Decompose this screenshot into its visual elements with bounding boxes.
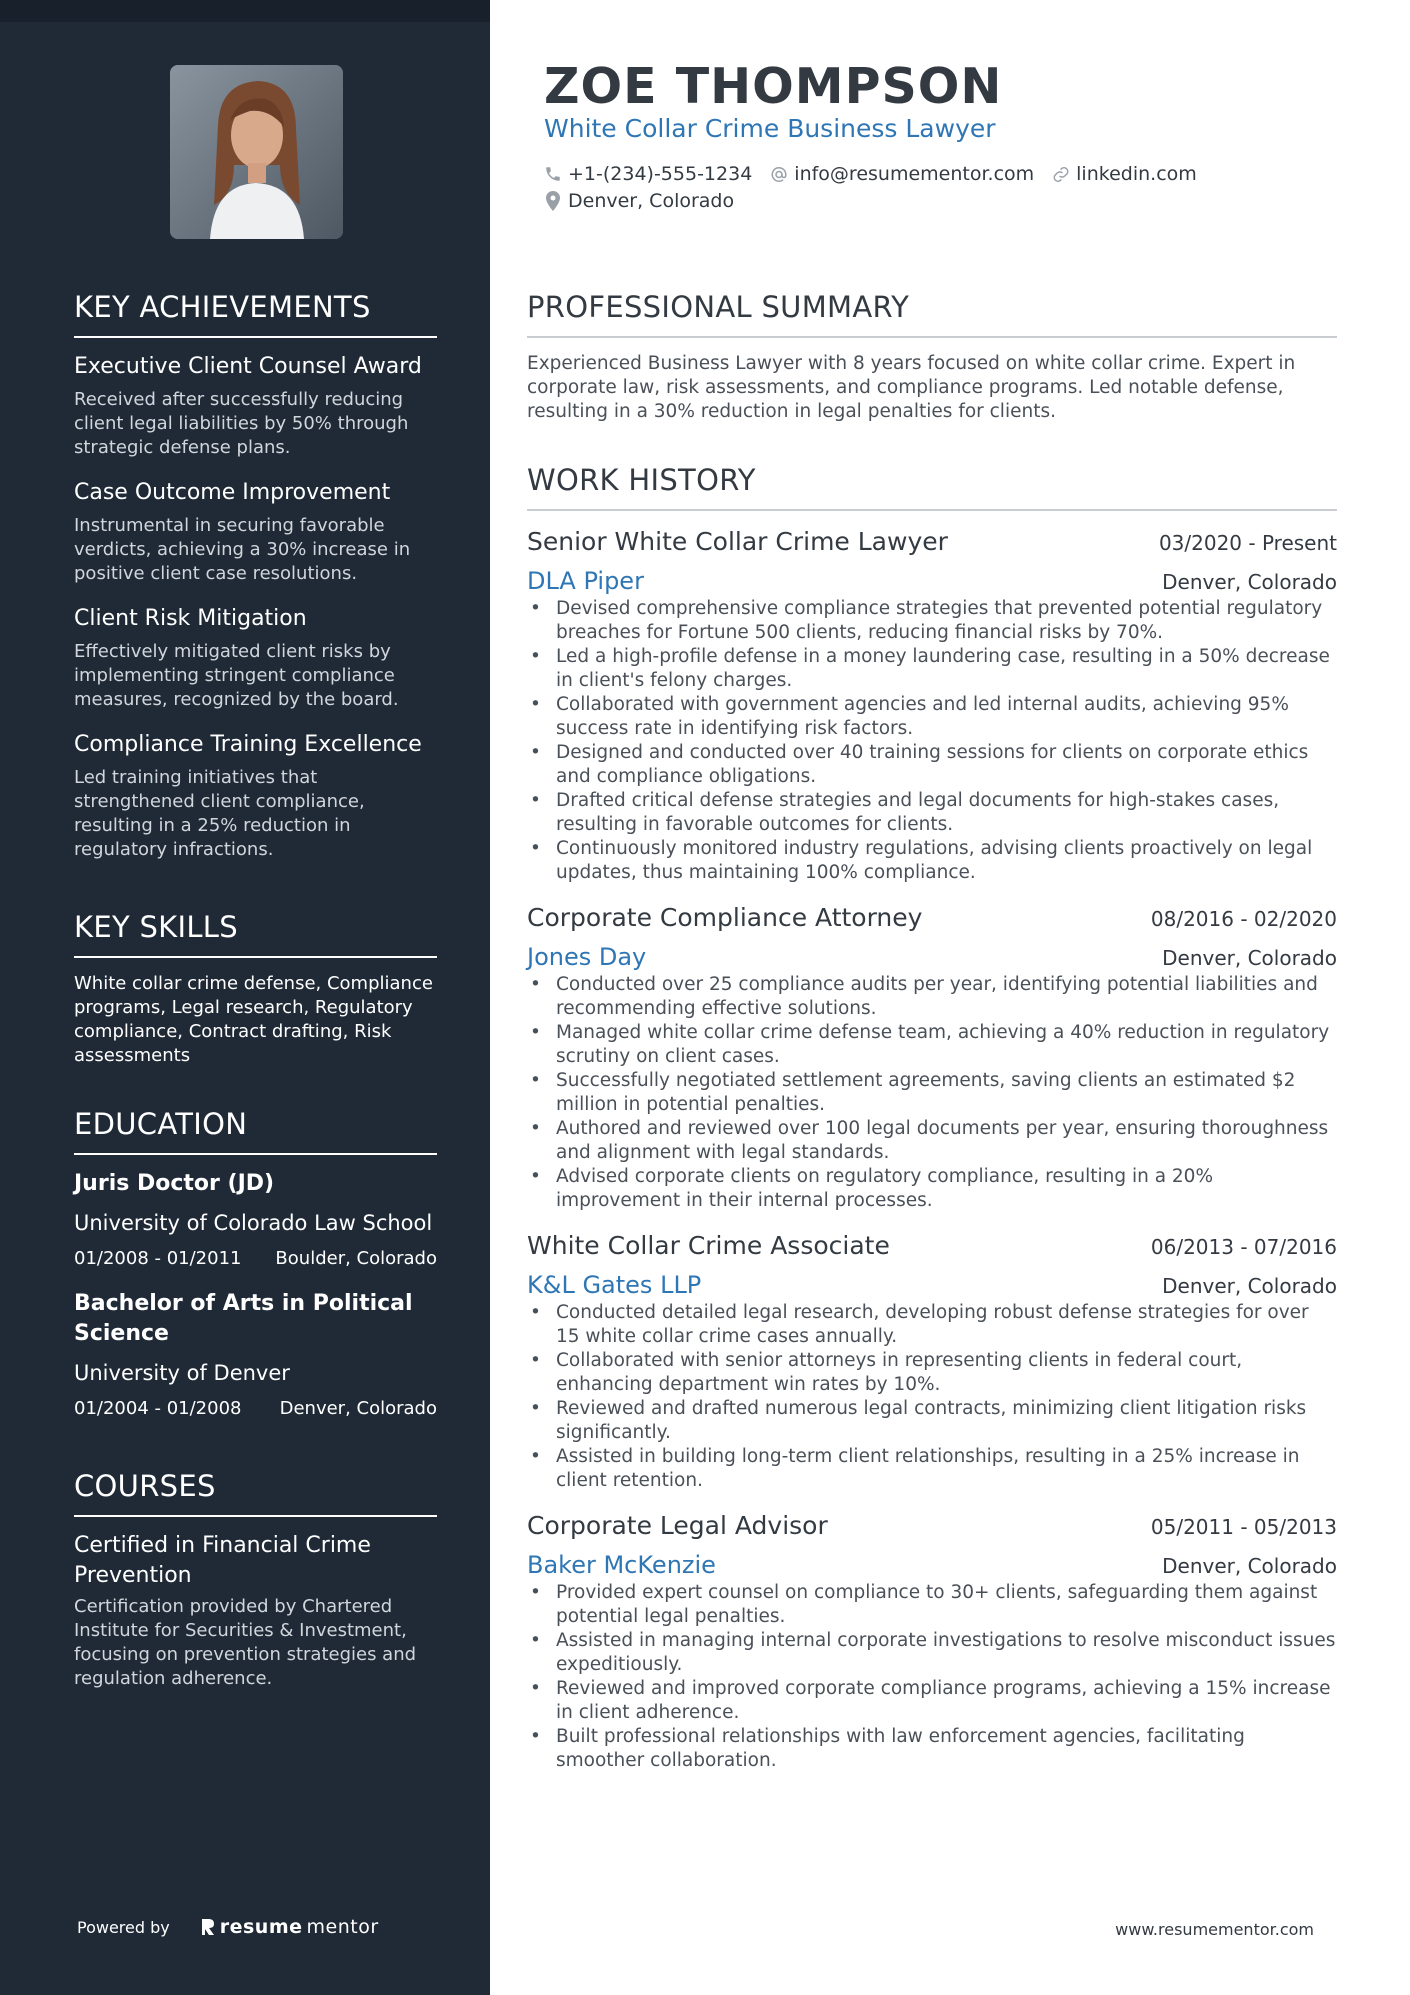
achievement-title: Executive Client Counsel Award [74, 354, 422, 379]
key-skills-heading: KEY SKILLS [74, 910, 437, 958]
achievement-text: Effectively mitigated client risks by implementing stringent compliance measures, recognized by the board. [74, 641, 399, 710]
job-bullet: • Reviewed and improved corporate compliance programs, achieving a 15% increase in client adherence. [527, 1677, 1337, 1725]
job-title: Corporate Legal Advisor [527, 1511, 828, 1540]
job-bullet: • Advised corporate clients on regulatory compliance, resulting in a 20% improvement in their internal processes. [527, 1165, 1337, 1213]
job-bullets [527, 973, 1337, 1213]
course-item [74, 1531, 437, 1691]
education-school: University of Denver [74, 1361, 290, 1385]
education-item [74, 1169, 437, 1271]
job-title: Senior White Collar Crime Lawyer [527, 527, 948, 556]
contact-email[interactable] [770, 163, 1034, 185]
key-achievements-section [74, 290, 437, 880]
education-section [74, 1107, 437, 1439]
education-degree: Juris Doctor (JD) [74, 1171, 275, 1196]
work-history-section [527, 463, 1337, 1789]
email-text: info@resumementor.com [794, 163, 1035, 185]
job-bullet: • Conducted over 25 compliance audits per year, identifying potential liabilities and recommending effective solutions. [527, 973, 1337, 1021]
contact-row-location [544, 190, 752, 212]
job-bullet: • Assisted in building long-term client relationships, resulting in a 25% increase in client retention. [527, 1445, 1337, 1493]
achievement-text: Received after successfully reducing client legal liabilities by 50% through strategic defense plans. [74, 389, 409, 458]
job-bullets [527, 597, 1337, 885]
job-bullet: • Collaborated with government agencies and led internal audits, achieving 95% success rate in identifying risk factors. [527, 693, 1337, 741]
contact-phone [544, 163, 752, 185]
achievement-item [74, 478, 437, 586]
job-entry [527, 901, 1337, 1213]
job-bullets [527, 1581, 1337, 1773]
achievement-text: Led training initiatives that strengthened client compliance, resulting in a 25% reduction in regulatory infractions. [74, 767, 365, 860]
education-location: Denver, Colorado [279, 1398, 437, 1419]
job-entry [527, 1509, 1337, 1773]
achievement-title: Compliance Training Excellence [74, 732, 422, 757]
job-bullet: • Designed and conducted over 40 training sessions for clients on corporate ethics and compliance obligations. [527, 741, 1337, 789]
job-bullet: • Assisted in managing internal corporate investigations to resolve misconduct issues expeditiously. [527, 1629, 1337, 1677]
achievement-text: Instrumental in securing favorable verdicts, achieving a 30% increase in positive client case resolutions. [74, 515, 411, 584]
summary-text: Experienced Business Lawyer with 8 years focused on white collar crime. Expert in corporate law, risk assessments, and compliance programs. Led notable defense, resulting in a 30% reduction in legal penalties for clients. [527, 353, 1296, 422]
resumementor-logo-icon [200, 1918, 216, 1936]
job-company: K&L Gates LLP [527, 1271, 702, 1299]
job-dates: 06/2013 - 07/2016 [1150, 1235, 1337, 1259]
job-bullet: • Authored and reviewed over 100 legal documents per year, ensuring thoroughness and alignment with legal standards. [527, 1117, 1337, 1165]
powered-by [77, 1916, 379, 1938]
powered-by-label: Powered by [77, 1917, 170, 1937]
resumementor-logo[interactable] [200, 1916, 379, 1938]
sidebar [0, 0, 490, 1995]
job-dates: 08/2016 - 02/2020 [1150, 907, 1337, 931]
at-icon [770, 164, 788, 184]
achievement-title: Case Outcome Improvement [74, 480, 391, 505]
phone-icon [544, 164, 562, 184]
map-pin-icon [544, 191, 562, 211]
summary-heading: PROFESSIONAL SUMMARY [527, 290, 1337, 338]
candidate-name: ZOE THOMPSON [544, 58, 1003, 115]
achievement-item [74, 352, 437, 460]
education-degree: Bachelor of Arts in Political Science [74, 1291, 413, 1346]
location-text: Denver, Colorado [568, 190, 735, 212]
job-bullet: • Built professional relationships with law enforcement agencies, facilitating smoother collaboration. [527, 1725, 1337, 1773]
job-bullet: • Conducted detailed legal research, developing robust defense strategies for over 15 white collar crime cases annually. [527, 1301, 1337, 1349]
education-meta [74, 1247, 437, 1271]
achievement-item [74, 604, 437, 712]
key-achievements-heading: KEY ACHIEVEMENTS [74, 290, 437, 338]
job-location: Denver, Colorado [1162, 1274, 1337, 1298]
skills-list: White collar crime defense, Compliance programs, Legal research, Regulatory compliance, Contract drafting, Risk assessments [74, 973, 433, 1066]
linkedin-text: linkedin.com [1076, 163, 1197, 185]
job-bullets [527, 1301, 1337, 1493]
job-bullet: • Successfully negotiated settlement agreements, saving clients an estimated $2 million in potential penalties. [527, 1069, 1337, 1117]
job-entry [527, 1229, 1337, 1493]
education-dates: 01/2008 - 01/2011 [74, 1248, 242, 1269]
sidebar-top-bar [0, 0, 490, 22]
job-location: Denver, Colorado [1162, 946, 1337, 970]
job-bullet: • Reviewed and drafted numerous legal contracts, minimizing client litigation risks significantly. [527, 1397, 1337, 1445]
job-dates: 05/2011 - 05/2013 [1150, 1515, 1337, 1539]
education-dates: 01/2004 - 01/2008 [74, 1398, 242, 1419]
education-item [74, 1289, 437, 1421]
job-bullet: • Continuously monitored industry regulations, advising clients proactively on legal updates, thus maintaining 100% compliance. [527, 837, 1337, 885]
job-dates: 03/2020 - Present [1158, 531, 1337, 555]
job-bullet: • Managed white collar crime defense team, achieving a 40% reduction in regulatory scrutiny on client cases. [527, 1021, 1337, 1069]
education-school: University of Colorado Law School [74, 1211, 433, 1235]
education-location: Boulder, Colorado [275, 1248, 437, 1269]
job-company: Baker McKenzie [527, 1551, 716, 1579]
course-title: Certified in Financial Crime Prevention [74, 1533, 371, 1588]
courses-heading: COURSES [74, 1469, 437, 1517]
job-bullet: • Collaborated with senior attorneys in representing clients in federal court, enhancing department win rates by 10%. [527, 1349, 1337, 1397]
brand-light: mentor [306, 1916, 379, 1938]
job-bullet: • Led a high-profile defense in a money laundering case, resulting in a 50% decrease in client's felony charges. [527, 645, 1337, 693]
candidate-title: White Collar Crime Business Lawyer [544, 114, 996, 143]
work-history-heading: WORK HISTORY [527, 463, 1337, 511]
job-entry [527, 525, 1337, 885]
job-bullet: • Provided expert counsel on compliance to 30+ clients, safeguarding them against potential legal penalties. [527, 1581, 1337, 1629]
key-skills-section [74, 910, 437, 1068]
job-company: Jones Day [527, 943, 647, 971]
contact-linkedin[interactable] [1052, 163, 1197, 185]
course-text: Certification provided by Chartered Institute for Securities & Investment, focusing on prevention strategies and regulation adherence. [74, 1596, 417, 1689]
job-title: Corporate Compliance Attorney [527, 903, 923, 932]
education-heading: EDUCATION [74, 1107, 437, 1155]
achievement-title: Client Risk Mitigation [74, 606, 307, 631]
phone-text: +1-(234)-555-1234 [568, 163, 753, 185]
profile-photo [170, 65, 343, 239]
summary-section [527, 290, 1337, 424]
courses-section [74, 1469, 437, 1691]
job-location: Denver, Colorado [1162, 570, 1337, 594]
footer-website-link[interactable]: www.resumementor.com [1115, 1920, 1314, 1939]
job-location: Denver, Colorado [1162, 1554, 1337, 1578]
job-bullet: • Drafted critical defense strategies and legal documents for high-stakes cases, resulting in favorable outcomes for clients. [527, 789, 1337, 837]
achievement-item [74, 730, 437, 862]
brand-bold: resume [219, 1916, 303, 1938]
link-icon [1052, 164, 1070, 184]
education-meta [74, 1397, 437, 1421]
job-title: White Collar Crime Associate [527, 1231, 890, 1260]
job-company: DLA Piper [527, 567, 644, 595]
job-bullet: • Devised comprehensive compliance strategies that prevented potential regulatory breaches for Fortune 500 clients, reducing financial risks by 70%. [527, 597, 1337, 645]
contact-row [544, 163, 1215, 185]
contact-location [544, 190, 734, 212]
